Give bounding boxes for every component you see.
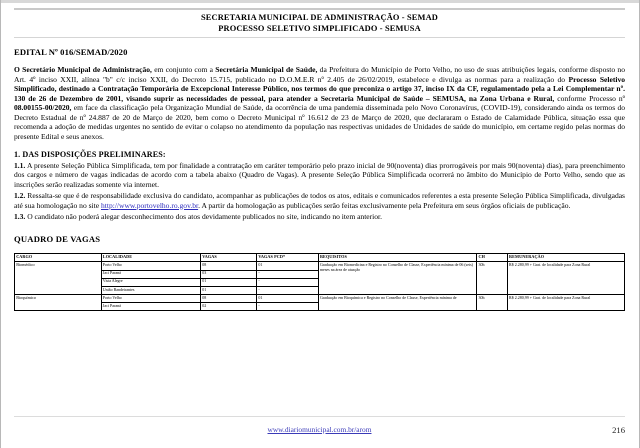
item-1-2	[14, 191, 625, 210]
cell-localidade: Porto Velho	[101, 262, 200, 270]
preamble-paragraph	[14, 65, 625, 141]
cell-vagas-pcd: -	[257, 270, 319, 278]
col-header-remuneracao: REMUNERAÇÃO	[507, 254, 624, 262]
vagas-table	[14, 253, 625, 311]
table-row	[15, 295, 625, 303]
cell-remuneracao-biomedico: R$ 2.280,99 + Grat. de localidade para Zona Rural	[507, 262, 624, 295]
item-1-3-text: O candidato não poderá alegar desconhecimento dos atos devidamente publicados no site, indicando no item anterior.	[25, 211, 383, 221]
table-row	[15, 262, 625, 270]
preamble-text-1: em conjunto com a	[151, 65, 216, 74]
item-1-2-text-after: . A partir da homologação as publicações serão feitas exclusivamente pela Prefeitura em seus órgãos oficiais de publicação.	[198, 200, 571, 210]
cell-ch-bioquimico: 30h	[477, 295, 508, 311]
page-content	[14, 8, 625, 311]
header-title-line2: PROCESSO SELETIVO SIMPLIFICADO - SEMUSA	[218, 23, 421, 33]
cell-localidade: União Bandeirantes	[101, 286, 200, 294]
preamble-text-2: da Prefeitura do Município de Porto Velho, no uso de suas atribuições legais, conforme disposto no Art. 4º inciso XXII, alínea "b" c/c inciso XXII, do Decreto 15.715, publicado no D.O.M.E.R nº 2.405 de 26/02/2019, estabelece e divulga as normas para a realização do	[14, 65, 625, 84]
header-title-line1: SECRETARIA MUNICIPAL DE ADMINISTRAÇÃO - SEMAD	[200, 13, 438, 22]
section-heading-disposicoes: 1. DAS DISPOSIÇÕES PRELIMINARES:	[14, 150, 166, 160]
preamble-bold-numero-processo: 08.00155-00/2020,	[14, 103, 72, 113]
cell-vagas-pcd: -	[257, 278, 319, 286]
preamble-bold-processo: Processo Seletivo Simplificado, destinado a Contratação Temporária de Excepcional Interesse Público, nos termos do que preconiza o artigo 37, inciso IX da CF, regulamentado pela a Lei Complementar nº. 130 de 26 de Dezembro de 2001, visando suprir as necessidades de pessoal, para atender a Secretaria Municipal de Saúde – SEMUSA, na Zona Urbana e Rural,	[14, 74, 626, 103]
col-header-cargo: CARGO	[15, 254, 102, 262]
cell-vagas: 01	[201, 278, 257, 286]
cell-remuneracao-bioquimico: R$ 2.280,99 + Grat. de localidade para Zona Rural	[507, 295, 624, 311]
item-1-3	[14, 212, 625, 222]
cell-localidade: Porto Velho	[101, 295, 200, 303]
col-header-ch: CH	[477, 254, 508, 262]
portovelho-link[interactable]: http://www.portovelho.ro.gov.br	[100, 200, 199, 210]
col-header-vagas: VAGAS	[201, 254, 257, 262]
item-1-2-number: 1.2.	[14, 191, 26, 201]
cell-ch-biomedico: 30h	[477, 262, 508, 295]
preamble-bold-secretaria: Secretária Municipal de Saúde,	[215, 65, 318, 74]
cell-vagas: 01	[201, 286, 257, 294]
item-1-3-number: 1.3.	[14, 211, 26, 221]
cell-vagas: 08	[201, 262, 257, 270]
item-1-1	[14, 161, 625, 190]
header-divider-bottom	[14, 37, 625, 38]
cell-vagas: 08	[201, 295, 257, 303]
cell-vagas: 02	[201, 303, 257, 311]
preamble-text-3: conforme Processo nº	[554, 93, 625, 103]
table-header-row	[15, 254, 625, 262]
cell-requisitos-bioquimico: Graduação em Bioquímica e Registro no Conselho de Classe, Experiência mínima de	[318, 295, 477, 311]
item-1-2-text-before: Ressalta-se que é de responsabilidade exclusiva do candidato, acompanhar as publicações de todos os atos, editais e comunicados referentes a esta presente Seleção Pública Simplificada, divulgadas até sua homologação no site	[14, 191, 625, 210]
page-top-rule	[1, 0, 639, 3]
header-divider-top	[14, 8, 625, 10]
edital-title: EDITAL Nº 016/SEMAD/2020	[14, 47, 128, 57]
col-header-requisitos: REQUISITOS	[318, 254, 477, 262]
cell-vagas: 03	[201, 270, 257, 278]
col-header-vagas-pcd: VAGAS PCD*	[257, 254, 319, 262]
footer-divider	[14, 416, 625, 417]
cell-vagas-pcd: 01	[257, 262, 319, 270]
cell-cargo-biomedico: Biomédico	[15, 262, 102, 295]
cell-localidade: Vista Alegre	[101, 278, 200, 286]
diario-municipal-url[interactable]: www.diariomunicipal.com.br/arom	[267, 425, 372, 434]
quadro-de-vagas-heading: QUADRO DE VAGAS	[14, 234, 101, 245]
col-header-localidade: LOCALIDADE	[101, 254, 200, 262]
cell-vagas-pcd: -	[257, 286, 319, 294]
page-number: 216	[612, 425, 625, 435]
cell-localidade: Jaci Paraná	[101, 270, 200, 278]
cell-localidade: Jaci Paraná	[101, 303, 200, 311]
cell-vagas-pcd: -	[257, 303, 319, 311]
cell-cargo-bioquimico: Bioquímico	[15, 295, 102, 311]
cell-requisitos-biomedico: Graduação em Biomedicina e Registro no Conselho de Classe, Experiência mínima de 06 (seis) meses na área de atuação	[318, 262, 477, 295]
preamble-text-4: em face da classificação pela Organização Mundial de Saúde, da ocorrência de uma pandemia disseminada pelo Novo Coronavírus, (COVID-19), considerando ainda os termos do Decreto Estadual de nº 24.887 de 20 de Março de 2020, bem como o Decreto Municipal nº 16.612 de 23 de Março de 2020, que declararam o Estado de Calamidade Pública, situação essa que recomenda a adoção de medidas urgentes no sentido de evitar o colapso no atendimento da população nas respectivas unidades de Unidades de saúde do município, em certame regido pelas normas do presente Edital e seus anexos.	[14, 103, 625, 141]
preamble-bold-secretario: O Secretário Municipal de Administração,	[14, 65, 152, 74]
item-1-1-text: A presente Seleção Pública Simplificada, tem por finalidade a contratação em caráter temporário pelo prazo inicial de 90(noventa) dias prorrogáveis por mais 90(noventa) dias), para preenchimento dos cargos e número de vagas indicadas de acordo com a tabela abaixo (Quadro de Vagas). A presente Seleção Pública Simplificada ocorrerá no âmbito do Município de Porto Velho, sendo que as inscrições serão realizadas somente via internet.	[14, 160, 625, 189]
cell-vagas-pcd: 01	[257, 295, 319, 303]
page-footer	[14, 425, 625, 439]
item-1-1-number: 1.1.	[14, 160, 26, 170]
